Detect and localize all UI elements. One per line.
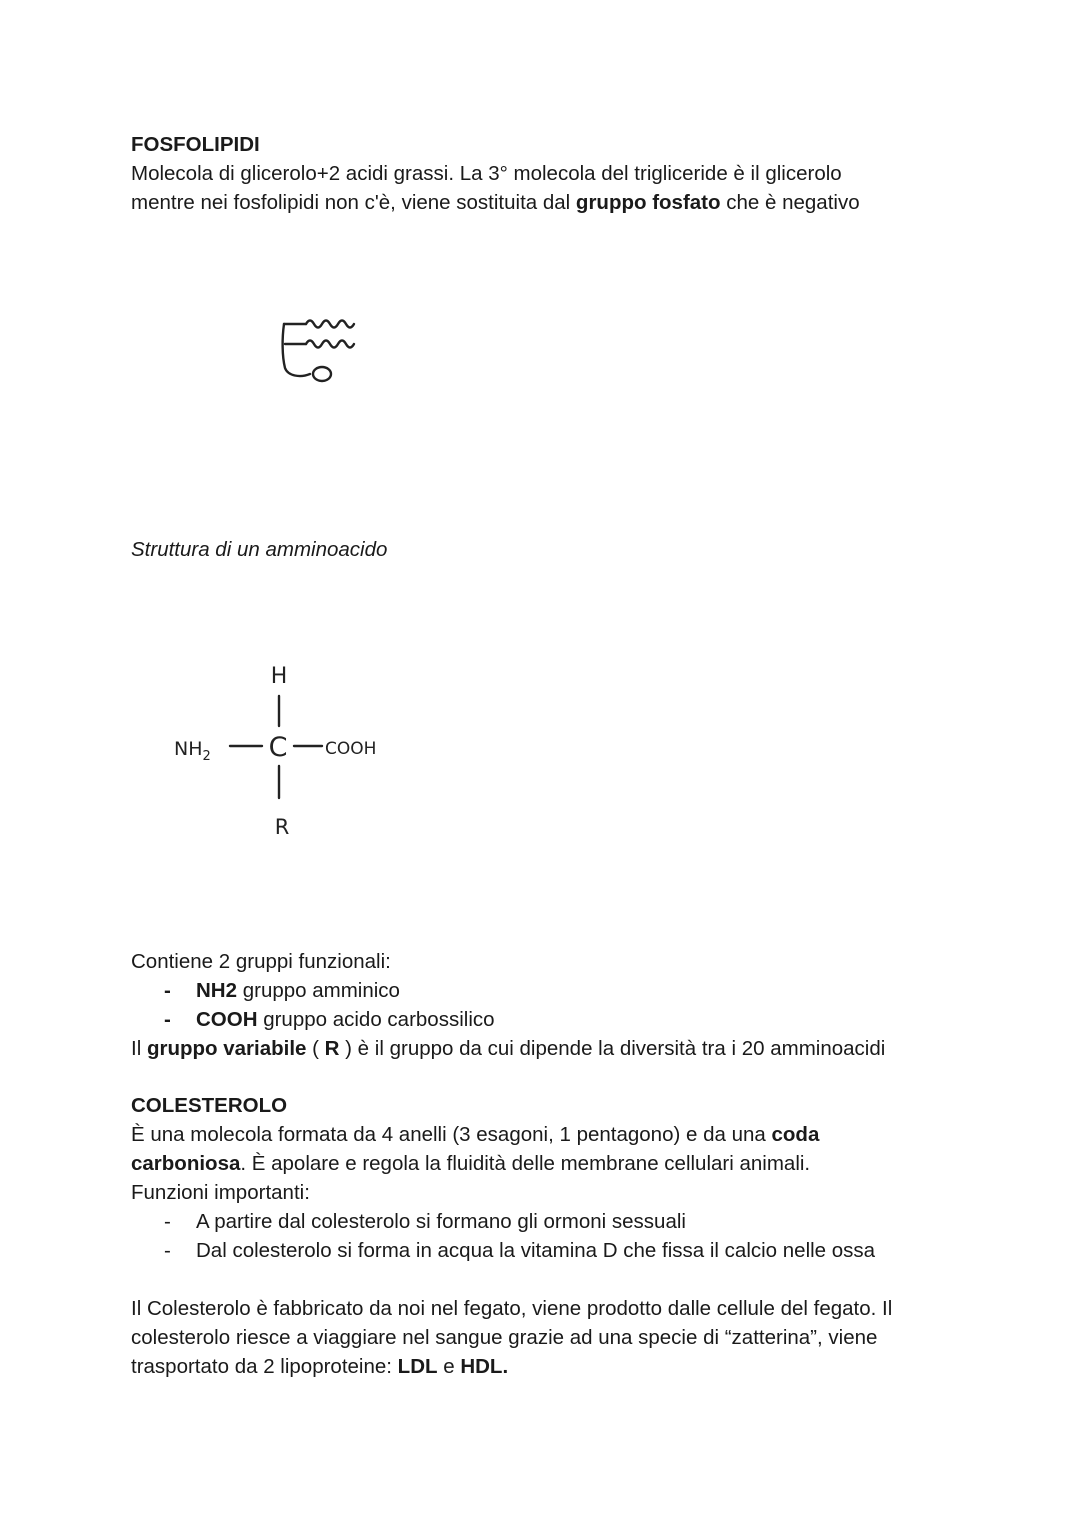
colesterolo-para-line-3: trasportato da 2 lipoproteine: LDL e HDL. [131,1355,509,1378]
list-item: - COOH gruppo acido carbossilico [164,1008,495,1031]
colesterolo-line-1: È una molecola formata da 4 anelli (3 esagoni, 1 pentagono) e da una coda [131,1123,820,1146]
list-item: - Dal colesterolo si forma in acqua la vitamina D che fissa il calcio nelle ossa [164,1239,876,1262]
funzioni-title: Funzioni importanti: [131,1181,310,1204]
colesterolo-para-line-1: Il Colesterolo è fabbricato da noi nel fegato, viene prodotto dalle cellule del fegato. Il [131,1297,893,1320]
ldl-term: LDL [397,1355,438,1378]
colesterolo-line-2: carboniosa. È apolare e regola la fluidità delle membrane cellulari animali. [131,1152,811,1175]
gruppo-fosfato-term: gruppo fosfato [575,191,721,214]
list-item: - NH2 gruppo amminico [164,979,400,1002]
phospholipid-sketch [276,306,372,386]
colesterolo-title: COLESTEROLO [131,1094,288,1117]
fosfolipidi-title: FOSFOLIPIDI [131,133,260,156]
gruppo-variabile-line: Il gruppo variabile ( R ) è il gruppo da cui dipende la diversità tra i 20 amminoacidi [131,1037,886,1060]
colesterolo-para-line-2: colesterolo riesce a viaggiare nel sangue grazie ad una specie di “zatterina”, viene [131,1326,878,1349]
fosfolipidi-line-1: Molecola di glicerolo+2 acidi grassi. La 3° molecola del trigliceride è il glicerolo [131,162,842,185]
funzioni-list [160,1207,980,1265]
gruppi-list [160,976,980,1034]
label-r: R [274,815,290,839]
label-h: H [270,664,288,689]
label-c: C [268,732,288,763]
amino-acid-structure [168,656,388,846]
label-nh2: $NH_2$ [174,738,211,764]
amminoacido-caption: Struttura di un amminoacido [131,538,388,561]
list-item: - A partire dal colesterolo si formano gli ormoni sessuali [164,1210,686,1233]
gruppi-intro: Contiene 2 gruppi funzionali: [131,950,391,973]
fosfolipidi-line-2: mentre nei fosfolipidi non c'è, viene sostituita dal gruppo fosfato che è negativo [131,191,860,214]
hdl-term: HDL. [460,1355,509,1378]
label-cooh: COOH [325,739,377,759]
